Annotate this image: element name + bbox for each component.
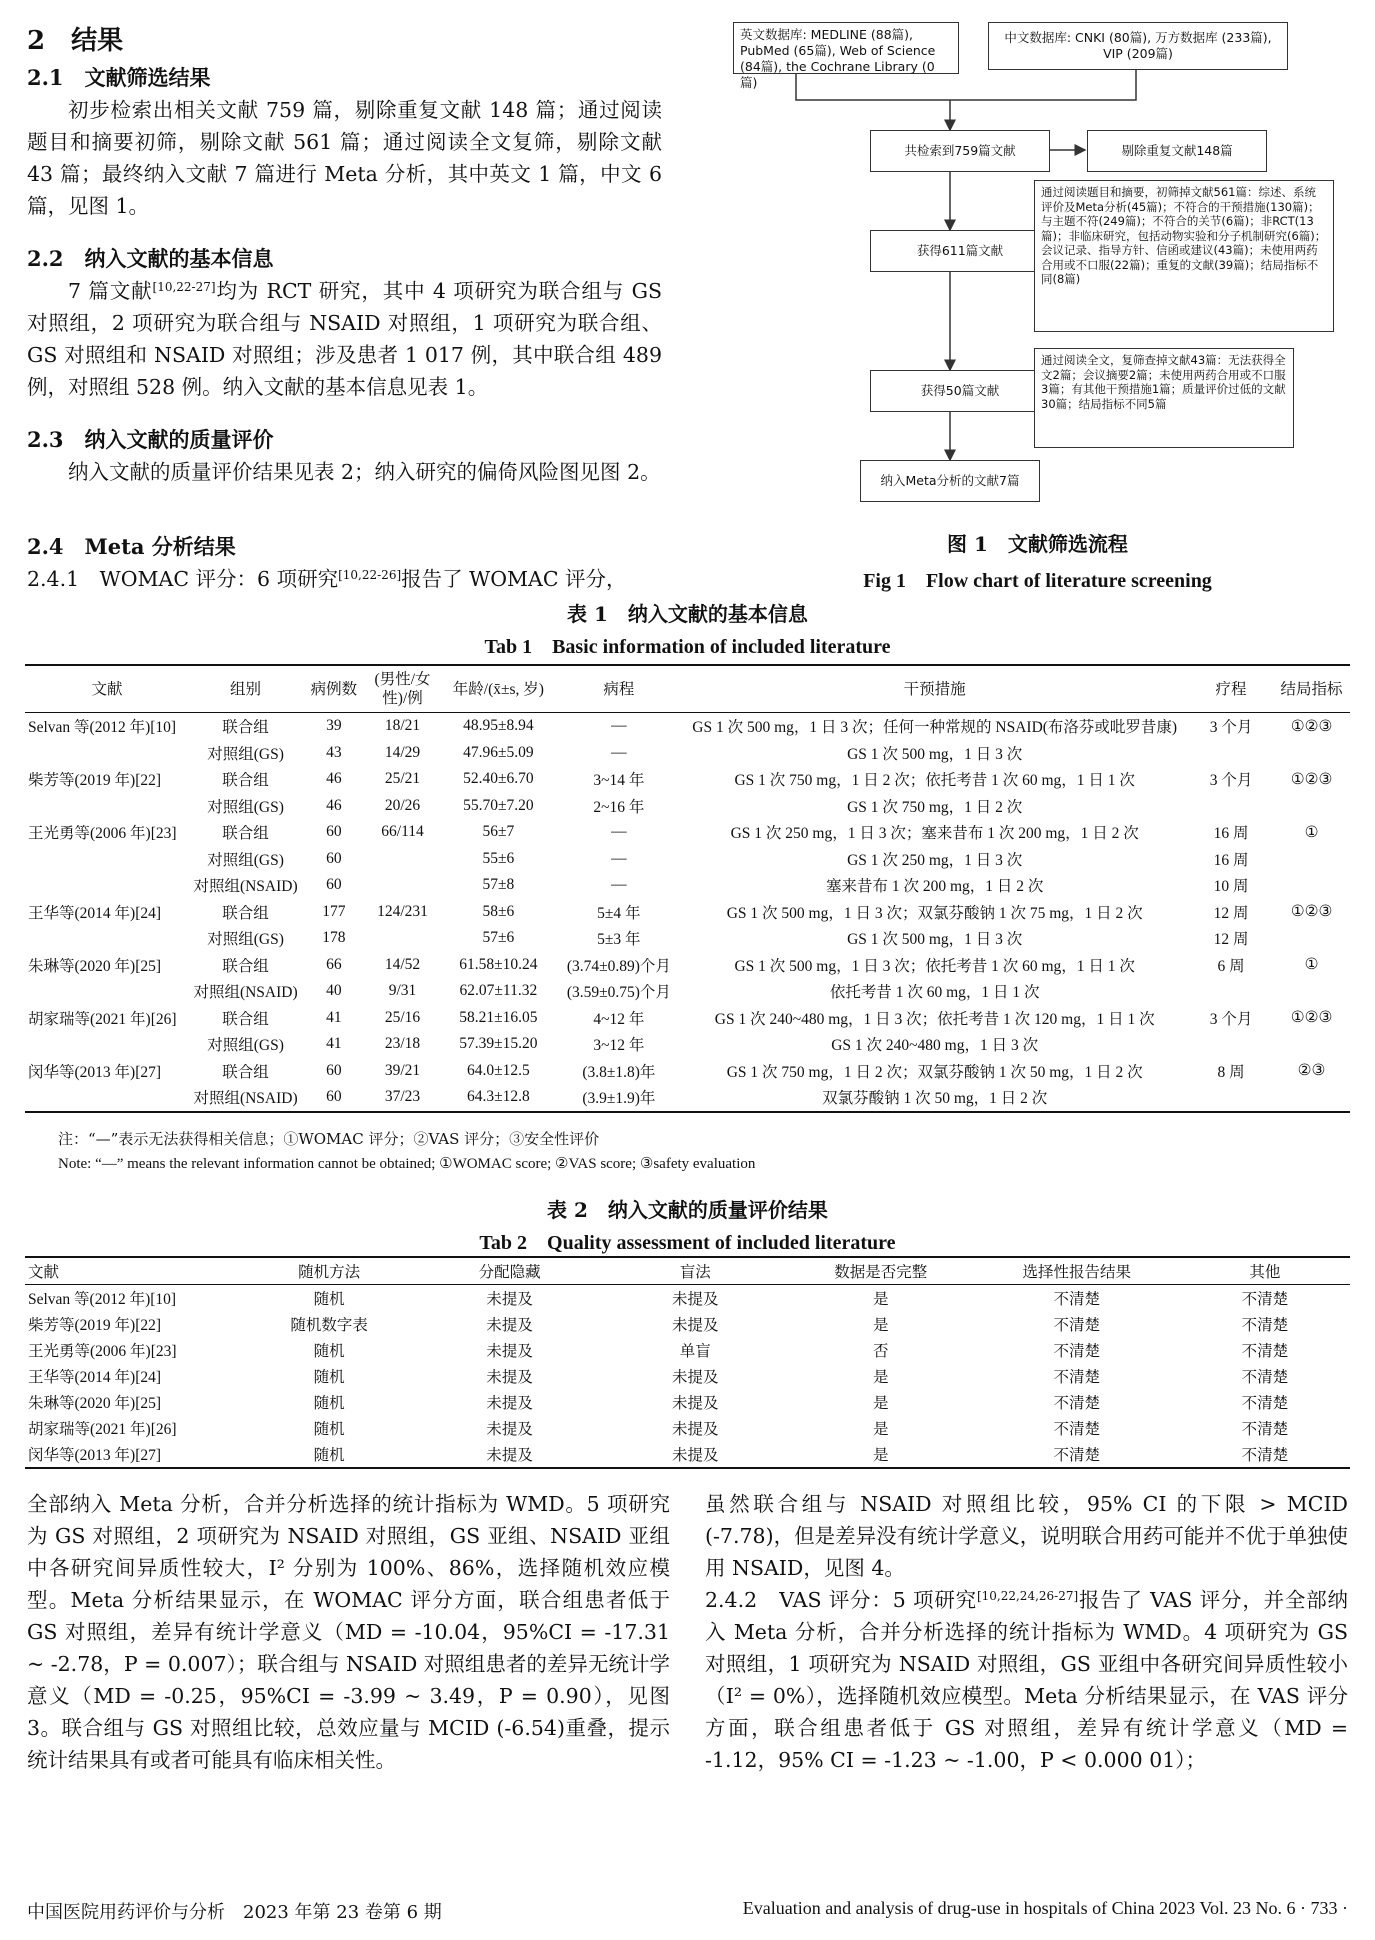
table1-row-cell: 43 (326, 743, 342, 761)
table2-row-cell: 未提及 (486, 1369, 533, 1386)
table2-row-cell: 不清楚 (974, 1441, 1180, 1468)
table1-row-cell: 64.0±12.5 (467, 1061, 530, 1079)
table2-row-cell: 单盲 (679, 1343, 711, 1360)
table1-row-cell: ①②③ (1290, 717, 1333, 735)
table1-row (25, 766, 1350, 793)
table1-row-cell: — (611, 876, 627, 894)
table1-row-cell (1189, 740, 1273, 767)
table1-row-cell: 58±6 (482, 902, 515, 920)
table1-row-cell: 40 (326, 982, 342, 1000)
table1-row-cell: 56±7 (482, 823, 515, 841)
table1-row-cell: GS 1 次 500 mg，1 日 3 次；任何一种常规的 NSAID(布洛芬或吡罗昔康) (692, 719, 1178, 737)
table1-row-cell: — (611, 823, 627, 841)
table2-header: 文献 (25, 1257, 242, 1285)
table1-row-cell: GS 1 次 750 mg，1 日 2 次；依托考昔 1 次 60 mg，1 日 1 次 (734, 772, 1135, 790)
table1-row-cell: 55.70±7.20 (463, 796, 534, 814)
table2-row-cell: 随机 (313, 1291, 345, 1308)
table1-row-cell: 王华等(2014 年)[24] (28, 904, 162, 922)
table1-row-cell (366, 846, 440, 873)
table2-row-cell: 是 (873, 1317, 889, 1334)
table1-row-cell: 14/29 (384, 743, 421, 761)
table1-row-cell (25, 925, 189, 952)
table2-row-cell: 王华等(2014 年)[24] (28, 1369, 162, 1386)
table1-row (25, 793, 1350, 820)
table1-row-cell: (3.9±1.9)年 (557, 1084, 680, 1112)
table1-row (25, 978, 1350, 1005)
table2-row-cell: 是 (873, 1395, 889, 1412)
table2-row-cell: 王光勇等(2006 年)[23] (28, 1343, 177, 1360)
table2-caption-en: Tab 2 Quality assessment of included literature (479, 1232, 896, 1254)
flow-box-final: 纳入Meta分析的文献7篇 (860, 460, 1040, 502)
table1-row-cell: ①②③ (1290, 770, 1333, 788)
table2-row-cell: 未提及 (486, 1395, 533, 1412)
table1-row-cell: 57±6 (482, 929, 515, 947)
table2-row-cell: 不清楚 (1180, 1441, 1350, 1468)
table2-row-cell: 未提及 (486, 1343, 533, 1360)
table1-row-cell (25, 872, 189, 899)
table1-row-cell: GS 1 次 250 mg，1 日 3 次 (847, 851, 1023, 869)
table1-row-cell: — (611, 717, 627, 735)
table1-row-cell (25, 978, 189, 1005)
table1-row-cell: 177 (322, 902, 346, 920)
figure-caption-cn: 图 1 文献筛选流程 (947, 532, 1128, 556)
table1-row-cell: 52.40±6.70 (463, 770, 534, 788)
table2-row-cell: 未提及 (486, 1421, 533, 1438)
table1-row-cell (1273, 978, 1350, 1005)
table2-row-cell: 柴芳等(2019 年)[22] (28, 1317, 162, 1334)
table1-note-en: Note: “—” means the relevant information cannot be obtained; ①WOMAC score; ②VAS score; ③safety evaluation (58, 1156, 756, 1172)
table1-row-cell: 3~12 年 (593, 1037, 645, 1055)
table1-note-cn: 注：“—”表示无法获得相关信息；①WOMAC 评分；②VAS 评分；③安全性评价 (58, 1130, 600, 1148)
table2-row (25, 1363, 1350, 1389)
table1-header: 干预措施 (680, 665, 1189, 713)
table1-row-cell: — (611, 849, 627, 867)
table1-row-cell: 对照组(NSAID) (193, 984, 298, 1002)
table1-header: 结局指标 (1273, 665, 1350, 713)
table2-row-cell: 不清楚 (1053, 1395, 1100, 1412)
table1-row-cell: 61.58±10.24 (459, 955, 538, 973)
table1-row-cell: 60 (326, 823, 342, 841)
table1-row-cell: 胡家瑞等(2021 年)[26] (28, 1010, 177, 1028)
table2-row-cell: 未提及 (671, 1317, 719, 1334)
table2-row-cell: 未提及 (671, 1291, 719, 1308)
table2 (25, 1256, 1350, 1469)
flow-box-total: 共检索到759篇文献 (870, 130, 1050, 172)
table2-row (25, 1441, 1350, 1468)
paragraph-2-1: 初步检索出相关文献 759 篇，剔除重复文献 148 篇；通过阅读题目和摘要初筛，剔除文献 561 篇；通过阅读全文复筛，剔除文献 43 篇；最终纳入文献 7 篇进行 Meta 分析，其中英文 1 篇，中文 6 篇，见图 1。 (27, 98, 662, 218)
table2-row-cell: 未提及 (602, 1441, 788, 1468)
table1-row-cell: 联合组 (222, 1010, 269, 1028)
table1-row-cell: 对照组(GS) (207, 1037, 284, 1055)
table1-row-cell: GS 1 次 500 mg，1 日 3 次 (847, 745, 1023, 763)
table1-row-cell: (3.59±0.75)个月 (566, 984, 671, 1002)
flow-box-chinese-db: 中文数据库: CNKI (80篇), 万方数据库 (233篇), VIP (209篇) (988, 22, 1288, 70)
table1-row-cell: 联合组 (222, 957, 269, 975)
table1-row-cell: ①②③ (1290, 1009, 1333, 1027)
table2-row-cell: 是 (873, 1291, 889, 1308)
table1-row-cell: 对照组(GS) (207, 745, 284, 763)
table1-row-cell: (3.74±0.89)个月 (566, 957, 671, 975)
table1-row-cell: 66 (326, 955, 342, 973)
table1-row-cell: 14/52 (384, 955, 421, 973)
table2-caption-cn: 表 2 纳入文献的质量评价结果 (547, 1198, 828, 1222)
table1-row-cell: 联合组 (222, 825, 269, 843)
heading-2-2: 2.2 纳入文献的基本信息 (27, 246, 274, 271)
table1-row-cell: 3 个月 (1209, 1010, 1253, 1028)
table1-row-cell: 对照组(GS) (207, 851, 284, 869)
table1-row-cell: 9/31 (388, 982, 417, 1000)
table1-row-cell: ②③ (1297, 1062, 1326, 1080)
table1-row-cell: 57±8 (482, 876, 515, 894)
table1-row-cell: 塞来昔布 1 次 200 mg，1 日 2 次 (825, 878, 1044, 896)
table1-row-cell: 37/23 (366, 1084, 440, 1112)
table1-row-cell: 46 (326, 770, 342, 788)
table2-row (25, 1285, 1350, 1312)
table1-row (25, 899, 1350, 926)
table1-row-cell: 3~14 年 (593, 772, 645, 790)
table1-row-cell: 58.21±16.05 (459, 1008, 538, 1026)
paragraph-bottom-right-2: 2.4.2 VAS 评分：5 项研究[10,22,24,26-27]报告了 VAS 评分，并全部纳入 Meta 分析，合并分析选择的统计指标为 WMD。4 项研究为 GS 对照组，1 项研究为 NSAID 对照组，GS 亚组中各研究间异质性较小（I² = 0%），选择随机效应模型。Meta 分析结果显示，在 VAS 评分方面，联合组患者低于 GS 对照组，差异有统计学意义（MD = -1.12，95% CI = -1.23 ~ -1.00，P < 0.000 01）； (705, 1588, 1349, 1772)
table1-row-cell: 对照组(GS) (207, 931, 284, 949)
table1-row-cell: 闵华等(2013 年)[27] (28, 1063, 162, 1081)
table2-row-cell: 随机 (313, 1369, 345, 1386)
table1-row-cell: 联合组 (222, 1063, 269, 1081)
table1-row-cell (366, 872, 440, 899)
table1-row-cell: GS 1 次 750 mg，1 日 2 次；双氯芬酸钠 1 次 50 mg，1 日 2 次 (726, 1063, 1143, 1081)
table1-row-cell: 依托考昔 1 次 60 mg，1 日 1 次 (829, 984, 1040, 1002)
table1-row-cell: 联合组 (222, 719, 269, 737)
table2-header-row (25, 1257, 1350, 1285)
table1-row-cell: 57.39±15.20 (459, 1035, 538, 1053)
footer-right: Evaluation and analysis of drug-use in hospitals of China 2023 Vol. 23 No. 6 · 733 · (742, 1898, 1348, 1918)
table2-row (25, 1389, 1350, 1415)
table1-row-cell: GS 1 次 250 mg，1 日 3 次；塞来昔布 1 次 200 mg，1 日 2 次 (730, 825, 1139, 843)
table1-row-cell (1273, 740, 1350, 767)
table1-row-cell (25, 846, 189, 873)
table2-row (25, 1337, 1350, 1363)
table1-row-cell (1273, 846, 1350, 873)
table1-row-cell: 48.95±8.94 (463, 717, 534, 735)
table1-row-cell: 60 (326, 849, 342, 867)
table1-header: 病例数 (302, 665, 366, 713)
table1-row-cell: 联合组 (222, 772, 269, 790)
table1-row-cell (1273, 1031, 1350, 1058)
table1-row-cell: ① (1304, 956, 1319, 974)
table2-row-cell: 胡家瑞等(2021 年)[26] (28, 1421, 177, 1438)
table1-row (25, 1058, 1350, 1085)
flow-box-611: 获得611篇文献 (870, 230, 1050, 272)
table1-row-cell: 王光勇等(2006 年)[23] (28, 825, 177, 843)
table1-row-cell: 对照组(NSAID) (193, 878, 298, 896)
table1-header: 病程 (557, 665, 680, 713)
table1-header: 组别 (189, 665, 302, 713)
table1-row (25, 1031, 1350, 1058)
table2-row-cell: 未提及 (486, 1317, 533, 1334)
table1-row-cell: 2~16 年 (593, 798, 645, 816)
heading-2-4: 2.4 Meta 分析结果 (27, 534, 236, 559)
table2-header: 随机方法 (242, 1257, 417, 1285)
table2-header: 其他 (1180, 1257, 1350, 1285)
table2-header: 盲法 (602, 1257, 788, 1285)
table2-row-cell: 不清楚 (1053, 1317, 1100, 1334)
table2-row-cell: 不清楚 (1241, 1369, 1289, 1386)
table1-row-cell (1273, 872, 1350, 899)
table1-row-cell: 178 (322, 929, 346, 947)
table2-row-cell: 否 (873, 1343, 889, 1360)
table1-row (25, 1005, 1350, 1032)
table1-row-cell (366, 925, 440, 952)
flow-box-exclusion-2: 通过阅读全文，复筛查掉文献43篇：无法获得全文2篇；会议摘要2篇；未使用两药合用或不口服3篇；有其他干预措施1篇；质量评价过低的文献30篇；结局指标不同5篇 (1034, 348, 1294, 448)
paragraph-2-3: 纳入文献的质量评价结果见表 2；纳入研究的偏倚风险图见图 2。 (68, 460, 661, 484)
table1-row-cell (1189, 1031, 1273, 1058)
paragraph-bottom-right-1: 虽然联合组与 NSAID 对照组比较，95% CI 的下限 > MCID (-7.78)，但是差异没有统计学意义，说明联合用药可能并不优于单独使用 NSAID，见图 4。 (705, 1492, 1348, 1580)
heading-2-3: 2.3 纳入文献的质量评价 (27, 427, 274, 452)
table1-row-cell: 124/231 (377, 902, 428, 920)
table1-row-cell: 20/26 (384, 796, 421, 814)
table1-row-cell: 60 (326, 876, 342, 894)
paragraph-2-4-1: 2.4.1 WOMAC 评分：6 项研究[10,22-26]报告了 WOMAC 评分， (27, 567, 627, 591)
table1-row-cell: 39/21 (384, 1061, 421, 1079)
table1 (25, 664, 1350, 1113)
table2-row-cell: 随机 (313, 1395, 345, 1412)
table1-row-cell: 46 (326, 796, 342, 814)
table1-row-cell (1273, 793, 1350, 820)
table1-row-cell: ①②③ (1290, 903, 1333, 921)
table2-row-cell: 朱琳等(2020 年)[25] (28, 1395, 162, 1412)
table1-row (25, 952, 1350, 979)
table1-row (25, 740, 1350, 767)
table1-row-cell: GS 1 次 240~480 mg，1 日 3 次；依托考昔 1 次 120 mg，1 日 1 次 (714, 1010, 1155, 1028)
table2-row-cell: 未提及 (671, 1395, 719, 1412)
table1-row-cell: GS 1 次 500 mg，1 日 3 次；双氯芬酸钠 1 次 75 mg，1 日 2 次 (726, 904, 1143, 922)
table2-row-cell: 不清楚 (1241, 1421, 1289, 1438)
table2-row-cell: 不清楚 (1053, 1343, 1100, 1360)
flow-box-exclusion-1: 通过阅读题目和摘要，初筛掉文献561篇：综述、系统评价及Meta分析(45篇)；不符合的干预措施(130篇)；与主题不符(249篇)；不符合的关节(6篇)；非RCT(13篇)；非临床研究，包括动物实验和分子机制研究(6篇)；会议记录、指导方针、信函或建议(43篇)；未使用两药合用或不口服(22篇)；重复的文献(39篇)；结局指标不同(8篇) (1034, 180, 1334, 332)
table2-row-cell: 随机 (313, 1343, 345, 1360)
table1-row-cell: 62.07±11.32 (459, 982, 538, 1000)
table2-row-cell: 随机数字表 (290, 1317, 368, 1334)
table1-row-cell: 18/21 (384, 717, 421, 735)
table1-row-cell: 64.3±12.8 (439, 1084, 557, 1112)
table1-row-cell: 12 周 (1213, 931, 1249, 949)
figure-caption-en: Fig 1 Flow chart of literature screening (863, 570, 1212, 592)
table1-row (25, 1084, 1350, 1112)
table2-row-cell: 不清楚 (1053, 1291, 1100, 1308)
table2-row-cell: 未提及 (486, 1291, 533, 1308)
table1-row-cell (25, 793, 189, 820)
table1-row-cell: 16 周 (1213, 851, 1249, 869)
table1-row-cell: 5±4 年 (597, 904, 641, 922)
table1-row-cell: 6 周 (1217, 957, 1245, 975)
table2-row-cell: 是 (788, 1441, 974, 1468)
table1-row (25, 872, 1350, 899)
table1-header: 文献 (25, 665, 189, 713)
table2-row-cell: 未提及 (671, 1369, 719, 1386)
table1-row (25, 819, 1350, 846)
section-title: 2 结果 (27, 26, 124, 56)
table1-row-cell: 60 (302, 1084, 366, 1112)
table1-row-cell: 柴芳等(2019 年)[22] (28, 772, 162, 790)
table2-row-cell: 未提及 (671, 1421, 719, 1438)
table2-row-cell: 不清楚 (1241, 1317, 1289, 1334)
table1-row-cell (1189, 1084, 1273, 1112)
flow-box-duplicates: 剔除重复文献148篇 (1087, 130, 1267, 172)
paragraph-2-2: 7 篇文献[10,22-27]均为 RCT 研究，其中 4 项研究为联合组与 GS 对照组，2 项研究为联合组与 NSAID 对照组，1 项研究为联合组、GS 对照组和 NSAID 对照组；涉及患者 1 017 例，其中联合组 489 例，对照组 528 例。纳入文献的基本信息见表 1。 (27, 279, 662, 399)
table2-row-cell: 不清楚 (1053, 1421, 1100, 1438)
table2-row-cell: 未提及 (417, 1441, 603, 1468)
table2-row-cell: 是 (873, 1421, 889, 1438)
table1-row-cell: 23/18 (384, 1035, 421, 1053)
table1-header: 年龄/(x̄±s, 岁) (439, 665, 557, 713)
table1-row-cell (25, 1031, 189, 1058)
table2-row-cell: 随机 (313, 1421, 345, 1438)
table1-row-cell: 41 (326, 1008, 342, 1026)
table1-row (25, 925, 1350, 952)
table1-row-cell: 47.96±5.09 (463, 743, 534, 761)
table2-row-cell: 随机 (242, 1441, 417, 1468)
table1-row-cell: 55±6 (482, 849, 515, 867)
table1-row-cell: 16 周 (1213, 825, 1249, 843)
table2-header: 分配隐藏 (417, 1257, 603, 1285)
table1-row-cell (1189, 978, 1273, 1005)
table1-row-cell: 66/114 (381, 823, 424, 841)
table2-row-cell: 是 (873, 1369, 889, 1386)
table1-row-cell: ① (1304, 823, 1319, 841)
table1-row-cell: 3 个月 (1209, 719, 1253, 737)
table2-row-cell: Selvan 等(2012 年)[10] (28, 1291, 177, 1308)
table2-row (25, 1415, 1350, 1441)
paragraph-bottom-left: 全部纳入 Meta 分析，合并分析选择的统计指标为 WMD。5 项研究为 GS 对照组，2 项研究为 NSAID 对照组，GS 亚组、NSAID 亚组中各研究间异质性较大，I² 分别为 100%、86%，选择随机效应模型。Meta 分析结果显示，在 WOMAC 评分方面，联合组患者低于 GS 对照组，差异有统计学意义（MD = -10.04，95%CI = -17.31 ~ -2.78，P = 0.007）；联合组与 NSAID 对照组患者的差异无统计学意义（MD = -0.25，95%CI = -3.99 ~ 3.49，P = 0.90），见图 3。联合组与 GS 对照组比较，总效应量与 MCID (-6.54)重叠，提示统计结果具有或者可能具有临床相关性。 (27, 1492, 670, 1772)
table1-header-row (25, 665, 1350, 713)
table1-row-cell: 联合组 (222, 904, 269, 922)
table1-row-cell (1273, 925, 1350, 952)
table1-row-cell: 25/21 (384, 770, 421, 788)
table1-row-cell: 3 个月 (1209, 772, 1253, 790)
table1-row-cell (25, 740, 189, 767)
table1-row-cell: 25/16 (384, 1008, 421, 1026)
table2-header: 选择性报告结果 (974, 1257, 1180, 1285)
table2-row-cell: 不清楚 (1241, 1395, 1289, 1412)
table1-header: 疗程 (1189, 665, 1273, 713)
table1-row-cell: 5±3 年 (597, 931, 641, 949)
table1-row-cell: 对照组(NSAID) (189, 1084, 302, 1112)
table2-header: 数据是否完整 (788, 1257, 974, 1285)
table2-row (25, 1311, 1350, 1337)
table1-row-cell: (3.8±1.8)年 (582, 1063, 656, 1081)
table1-row-cell: 4~12 年 (593, 1010, 645, 1028)
table1-row-cell: 41 (326, 1035, 342, 1053)
table1-row-cell: Selvan 等(2012 年)[10] (28, 719, 177, 737)
table1-row-cell: 8 周 (1217, 1063, 1245, 1081)
table2-row-cell: 不清楚 (1241, 1343, 1289, 1360)
table1-row-cell: GS 1 次 240~480 mg，1 日 3 次 (831, 1037, 1039, 1055)
table1-row-cell: 双氯芬酸钠 1 次 50 mg，1 日 2 次 (680, 1084, 1189, 1112)
table1-row-cell (1189, 793, 1273, 820)
heading-2-1: 2.1 文献筛选结果 (27, 65, 211, 90)
table1-caption-cn: 表 1 纳入文献的基本信息 (567, 602, 808, 626)
table1-row-cell: — (611, 743, 627, 761)
table1-row-cell: 10 周 (1213, 878, 1249, 896)
table1-caption-en: Tab 1 Basic information of included literature (484, 636, 891, 658)
table2-row-cell: 不清楚 (1053, 1369, 1100, 1386)
table2-row-cell: 闵华等(2013 年)[27] (25, 1441, 242, 1468)
table1-row-cell: 39 (326, 717, 342, 735)
table1-row-cell (1273, 1084, 1350, 1112)
table1-row-cell: GS 1 次 500 mg，1 日 3 次 (847, 931, 1023, 949)
table1-row-cell: 60 (326, 1061, 342, 1079)
table1-row-cell: GS 1 次 500 mg，1 日 3 次；依托考昔 1 次 60 mg，1 日 1 次 (734, 957, 1135, 975)
table1-header: (男性/女性)/例 (366, 665, 440, 713)
table1-row-cell (25, 1084, 189, 1112)
footer-left: 中国医院用药评价与分析 2023 年第 23 卷第 6 期 (27, 1902, 442, 1923)
table1-row (25, 846, 1350, 873)
table1-row-cell: 朱琳等(2020 年)[25] (28, 957, 162, 975)
table1-row-cell: GS 1 次 750 mg，1 日 2 次 (847, 798, 1023, 816)
table1-row-cell: 对照组(GS) (207, 798, 284, 816)
flow-box-english-db: 英文数据库: MEDLINE (88篇), PubMed (65篇), Web of Science (84篇), the Cochrane Library (0篇) (733, 22, 959, 74)
table1-row (25, 713, 1350, 740)
table1-row-cell: 12 周 (1213, 904, 1249, 922)
table2-row-cell: 不清楚 (1241, 1291, 1289, 1308)
flow-box-50: 获得50篇文献 (870, 370, 1050, 412)
